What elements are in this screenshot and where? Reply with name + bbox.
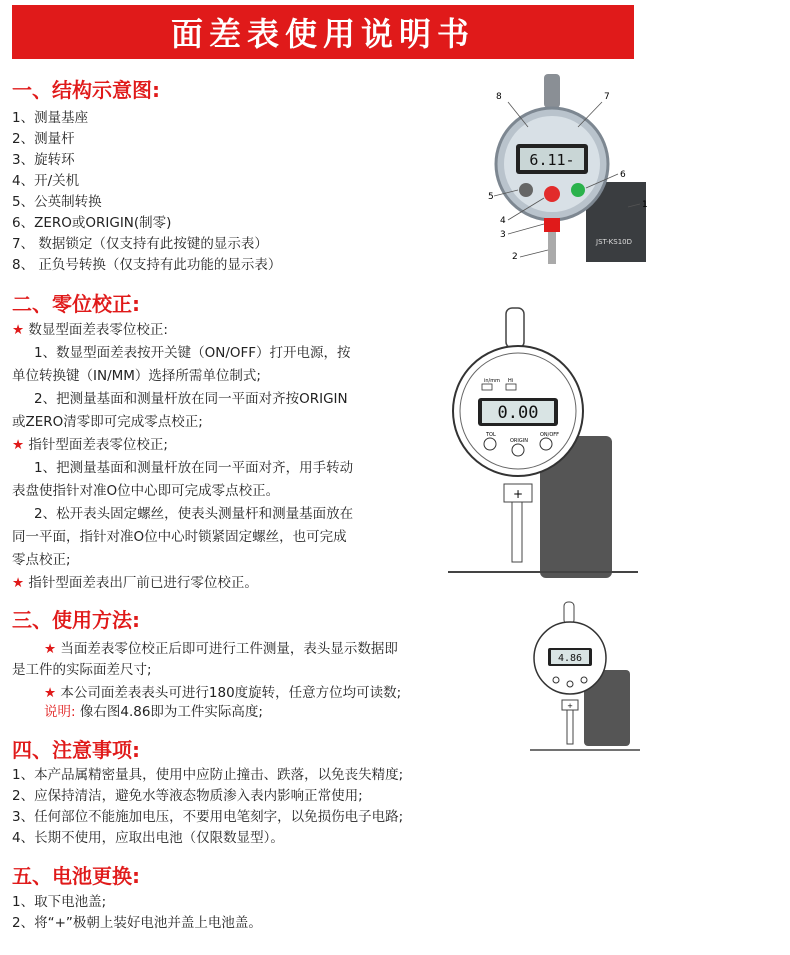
battery-item: 2、将“+”极朝上装好电池并盖上电池盖。 bbox=[12, 915, 262, 931]
structure-item: 5、公英制转换 bbox=[12, 194, 102, 210]
section-2-heading: 二、零位校正: bbox=[12, 292, 140, 316]
section-3-heading: 三、使用方法: bbox=[12, 608, 140, 632]
inch-mm-button bbox=[519, 183, 533, 197]
page-title: 面差表使用说明书 bbox=[170, 15, 475, 53]
zero-line: ★ 数显型面差表零位校正: bbox=[12, 322, 168, 338]
zero-line: 零点校正; bbox=[12, 552, 71, 568]
usage-diagram bbox=[530, 600, 640, 760]
star-icon: ★ bbox=[12, 322, 25, 338]
mode-button bbox=[482, 384, 492, 390]
measuring-rod bbox=[512, 502, 522, 562]
measuring-rod bbox=[567, 710, 573, 744]
caution-item: 4、长期不使用，应取出电池（仅限数显型）。 bbox=[12, 830, 284, 846]
onoff-button bbox=[540, 438, 552, 450]
note-label: 说明: bbox=[44, 704, 76, 720]
zero-line: 单位转换键（IN/MM）选择所需单位制式; bbox=[12, 368, 261, 384]
power-button bbox=[544, 186, 560, 202]
callout-1: 1 bbox=[642, 200, 648, 210]
zero-line: ★ 指针型面差表出厂前已进行零位校正。 bbox=[12, 575, 258, 591]
zero-line: 1、数显型面差表按开关键（ON/OFF）打开电源，按 bbox=[34, 345, 351, 361]
hold-label: Hi bbox=[508, 378, 514, 384]
caution-item: 1、本产品属精密量具，使用中应防止撞击、跌落，以免丧失精度; bbox=[12, 767, 404, 783]
tol-button bbox=[484, 438, 496, 450]
zero-line: 表盘使指针对准O位中心即可完成零点校正。 bbox=[12, 483, 280, 499]
structure-item: 3、旋转环 bbox=[12, 152, 75, 168]
tol-label: TOL bbox=[486, 432, 496, 438]
usage-line: 说明: 像右图4.86即为工件实际高度; bbox=[44, 704, 263, 720]
structure-item: 1、测量基座 bbox=[12, 110, 89, 126]
structure-item: 8、 正负号转换（仅支持有此功能的显示表） bbox=[12, 257, 282, 273]
structure-item: 4、开/关机 bbox=[12, 173, 80, 189]
zero-line: 同一平面，指针对准O位中心时锁紧固定螺丝，也可完成 bbox=[12, 529, 347, 545]
section-4-heading: 四、注意事项: bbox=[12, 738, 140, 762]
title-banner bbox=[12, 5, 634, 59]
section-1-heading: 一、结构示意图: bbox=[12, 78, 160, 102]
measuring-rod bbox=[548, 232, 556, 264]
structure-item: 2、测量杆 bbox=[12, 131, 75, 147]
zero-calibration-diagram bbox=[448, 306, 638, 586]
zero-line: 1、把测量基面和测量杆放在同一平面对齐，用手转动 bbox=[34, 460, 354, 476]
star-icon: ★ bbox=[12, 575, 25, 591]
gauge-stem bbox=[544, 74, 560, 108]
rotating-ring bbox=[544, 218, 560, 232]
usage-line: 是工件的实际面差尺寸; bbox=[12, 662, 152, 678]
tol-button bbox=[553, 677, 559, 683]
gauge-stem bbox=[506, 308, 524, 348]
structure-item: 6、ZERO或ORIGIN(制零) bbox=[12, 215, 172, 231]
callout-6: 6 bbox=[620, 170, 626, 180]
callout-2: 2 bbox=[512, 252, 518, 262]
usage-line: ★ 本公司面差表表头可进行180度旋转，任意方位均可读数; bbox=[44, 685, 402, 701]
battery-item: 1、取下电池盖; bbox=[12, 894, 107, 910]
onoff-button bbox=[581, 677, 587, 683]
lcd-reading: 0.00 bbox=[497, 403, 539, 423]
hold-button bbox=[506, 384, 516, 390]
zero-line: 或ZERO清零即可完成零点校正; bbox=[12, 414, 203, 430]
callout-7: 7 bbox=[604, 92, 610, 102]
callout-3: 3 bbox=[500, 230, 506, 240]
star-icon: ★ bbox=[44, 641, 57, 657]
mode-label: in/mm bbox=[484, 378, 500, 384]
origin-button bbox=[512, 444, 524, 456]
callout-8: 8 bbox=[496, 92, 502, 102]
lcd-reading: 4.86 bbox=[557, 653, 583, 664]
origin-label: ORIGIN bbox=[510, 438, 528, 444]
callout-4: 4 bbox=[500, 216, 506, 226]
caution-item: 3、任何部位不能施加电压，不要用电笔刻字，以免损伤电子电路; bbox=[12, 809, 404, 825]
zero-button bbox=[571, 183, 585, 197]
zero-line: 2、把测量基面和测量杆放在同一平面对齐按ORIGIN bbox=[34, 391, 348, 407]
onoff-label: ON/OFF bbox=[540, 432, 560, 438]
gauge-stem bbox=[564, 602, 574, 624]
plus-mark: + bbox=[512, 487, 524, 501]
usage-line: ★ 当面差表零位校正后即可进行工件测量，表头显示数据即 bbox=[44, 641, 398, 657]
structure-diagram bbox=[478, 72, 648, 272]
callout-5: 5 bbox=[488, 192, 494, 202]
structure-item: 7、 数据锁定（仅支持有此按键的显示表） bbox=[12, 236, 268, 252]
model-label: JST-KS10D bbox=[596, 238, 632, 246]
section-5-heading: 五、电池更换: bbox=[12, 864, 140, 888]
caution-item: 2、应保持清洁，避免水等液态物质渗入表内影响正常使用; bbox=[12, 788, 363, 804]
lcd-reading: 6.11- bbox=[529, 151, 575, 169]
origin-button bbox=[567, 681, 573, 687]
zero-line: 2、松开表头固定螺丝，使表头测量杆和测量基面放在 bbox=[34, 506, 354, 522]
star-icon: ★ bbox=[12, 437, 25, 453]
plus-mark: + bbox=[567, 702, 573, 710]
zero-line: ★ 指针型面差表零位校正; bbox=[12, 437, 168, 453]
star-icon: ★ bbox=[44, 685, 57, 701]
